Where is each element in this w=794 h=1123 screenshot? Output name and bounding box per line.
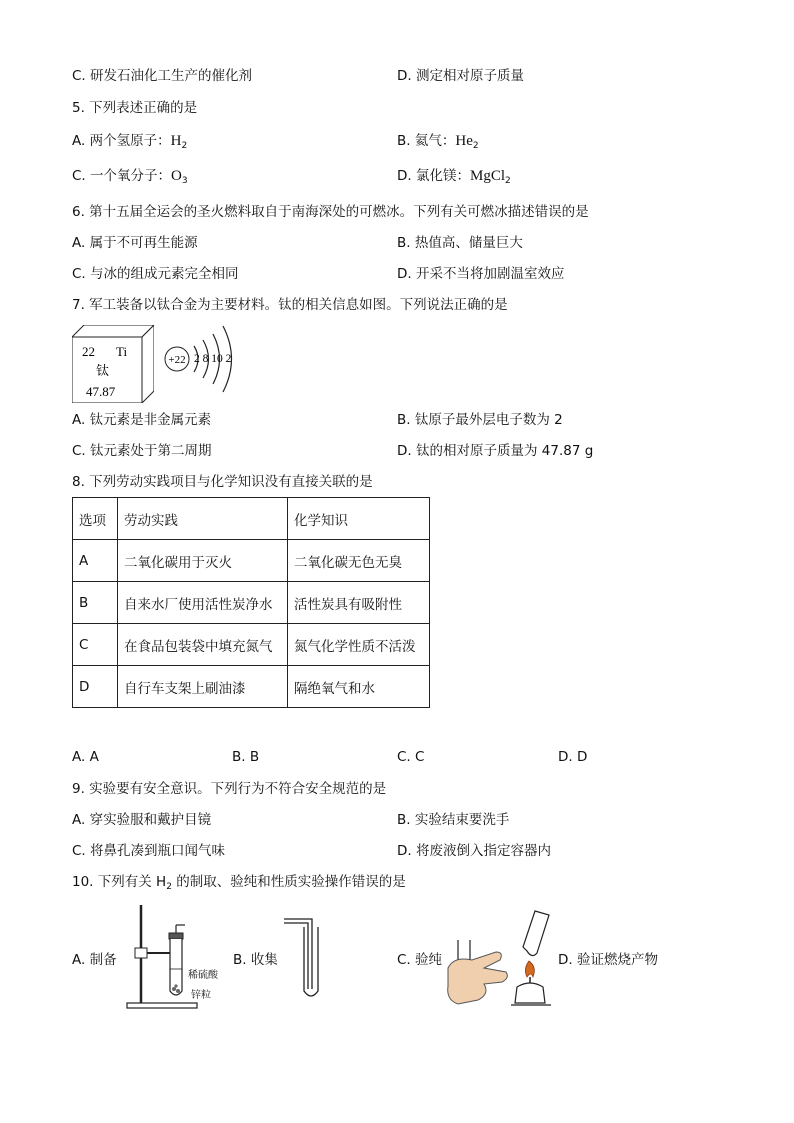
q7-option-b: B. 钛原子最外层电子数为 2 bbox=[397, 412, 563, 428]
q10-stem: 10. 下列有关 $H_2$ 的制取、验纯和性质实验操作错误的是 bbox=[72, 874, 406, 892]
table-cell: D bbox=[73, 666, 118, 708]
table-cell: 在食品包装袋中填充氮气 bbox=[118, 624, 288, 666]
electron-shells: 2 8 10 2 bbox=[194, 353, 232, 365]
table-cell: 隔绝氧气和水 bbox=[288, 666, 430, 708]
q8-option-d: D. D bbox=[558, 749, 588, 765]
table-row bbox=[73, 582, 430, 624]
q9-stem: 9. 实验要有安全意识。下列行为不符合安全规范的是 bbox=[72, 781, 387, 797]
hand-icon bbox=[448, 952, 508, 1004]
q9-option-d: D. 将废液倒入指定容器内 bbox=[397, 843, 551, 859]
table-row bbox=[73, 624, 430, 666]
collection-tube bbox=[282, 915, 326, 1005]
element-name: 钛 bbox=[96, 364, 110, 379]
label-zinc-granules: 锌粒 bbox=[191, 990, 211, 1001]
table-row bbox=[73, 666, 430, 708]
q4-option-d: D. 测定相对原子质量 bbox=[397, 68, 524, 84]
q8-table bbox=[72, 497, 430, 708]
table-header-cell: 化学知识 bbox=[288, 498, 430, 540]
label-dilute-sulfuric-acid: 稀硫酸 bbox=[188, 970, 218, 981]
q7-stem: 7. 军工装备以钛合金为主要材料。钛的相关信息如图。下列说法正确的是 bbox=[72, 297, 508, 313]
q9-option-c: C. 将鼻孔凑到瓶口闻气味 bbox=[72, 843, 226, 859]
q6-option-c: C. 与冰的组成元素完全相同 bbox=[72, 266, 239, 282]
q7-option-a: A. 钛元素是非金属元素 bbox=[72, 412, 212, 428]
q8-option-c: C. C bbox=[397, 749, 425, 765]
table-cell: 自行车支架上刷油漆 bbox=[118, 666, 288, 708]
q5-option-b: B. 氦气：$He_2$ bbox=[397, 133, 479, 151]
titanium-element-card bbox=[72, 325, 154, 403]
table-cell: 自来水厂使用活性炭净水 bbox=[118, 582, 288, 624]
q5-option-d: D. 氯化镁：MgCl$_2$ bbox=[397, 168, 511, 186]
q6-option-d: D. 开采不当将加剧温室效应 bbox=[397, 266, 565, 282]
purity-test-hand bbox=[444, 928, 512, 1010]
element-mass: 47.87 bbox=[86, 384, 116, 399]
q6-option-b: B. 热值高、储量巨大 bbox=[397, 235, 523, 251]
table-cell: 活性炭具有吸附性 bbox=[288, 582, 430, 624]
titanium-atom-structure bbox=[160, 322, 260, 398]
table-header-cell: 选项 bbox=[73, 498, 118, 540]
alcohol-lamp-icon bbox=[515, 983, 545, 1003]
q10-option-a: A. 制备 bbox=[72, 952, 117, 968]
table-cell: A bbox=[73, 540, 118, 582]
q5-option-a: A. 两个氢原子：$H_2$ bbox=[72, 133, 188, 151]
q5-stem: 5. 下列表述正确的是 bbox=[72, 100, 198, 116]
table-header-row bbox=[73, 498, 430, 540]
q10-option-d: D. 验证燃烧产物 bbox=[558, 952, 658, 968]
element-symbol: Ti bbox=[116, 344, 128, 359]
q8-option-b: B. B bbox=[232, 749, 260, 765]
q7-option-c: C. 钛元素处于第二周期 bbox=[72, 443, 212, 459]
table-cell: 二氧化碳用于灭火 bbox=[118, 540, 288, 582]
table-cell: 二氧化碳无色无臭 bbox=[288, 540, 430, 582]
flame-icon bbox=[525, 961, 534, 977]
table-header-cell: 劳动实践 bbox=[118, 498, 288, 540]
q10-option-c: C. 验纯 bbox=[397, 952, 443, 968]
q8-option-a: A. A bbox=[72, 749, 99, 765]
combustion-test-apparatus bbox=[505, 905, 557, 1010]
element-number: 22 bbox=[82, 344, 95, 359]
q6-stem: 6. 第十五届全运会的圣火燃料取自于南海深处的可燃冰。下列有关可燃冰描述错误的是 bbox=[72, 204, 589, 220]
table-row bbox=[73, 540, 430, 582]
q10-option-b: B. 收集 bbox=[233, 952, 278, 968]
table-cell: 氮气化学性质不活泼 bbox=[288, 624, 430, 666]
q8-stem: 8. 下列劳动实践项目与化学知识没有直接关联的是 bbox=[72, 474, 373, 490]
q5-option-c: C. 一个氧分子：$O_3$ bbox=[72, 168, 188, 186]
q9-option-b: B. 实验结束要洗手 bbox=[397, 812, 510, 828]
table-cell: B bbox=[73, 582, 118, 624]
q7-option-d: D. 钛的相对原子质量为 47.87 g bbox=[397, 443, 594, 459]
table-cell: C bbox=[73, 624, 118, 666]
q4-option-c: C. 研发石油化工生产的催化剂 bbox=[72, 68, 253, 84]
q6-option-a: A. 属于不可再生能源 bbox=[72, 235, 198, 251]
nucleus-charge: +22 bbox=[168, 354, 186, 366]
q9-option-a: A. 穿实验服和戴护目镜 bbox=[72, 812, 212, 828]
